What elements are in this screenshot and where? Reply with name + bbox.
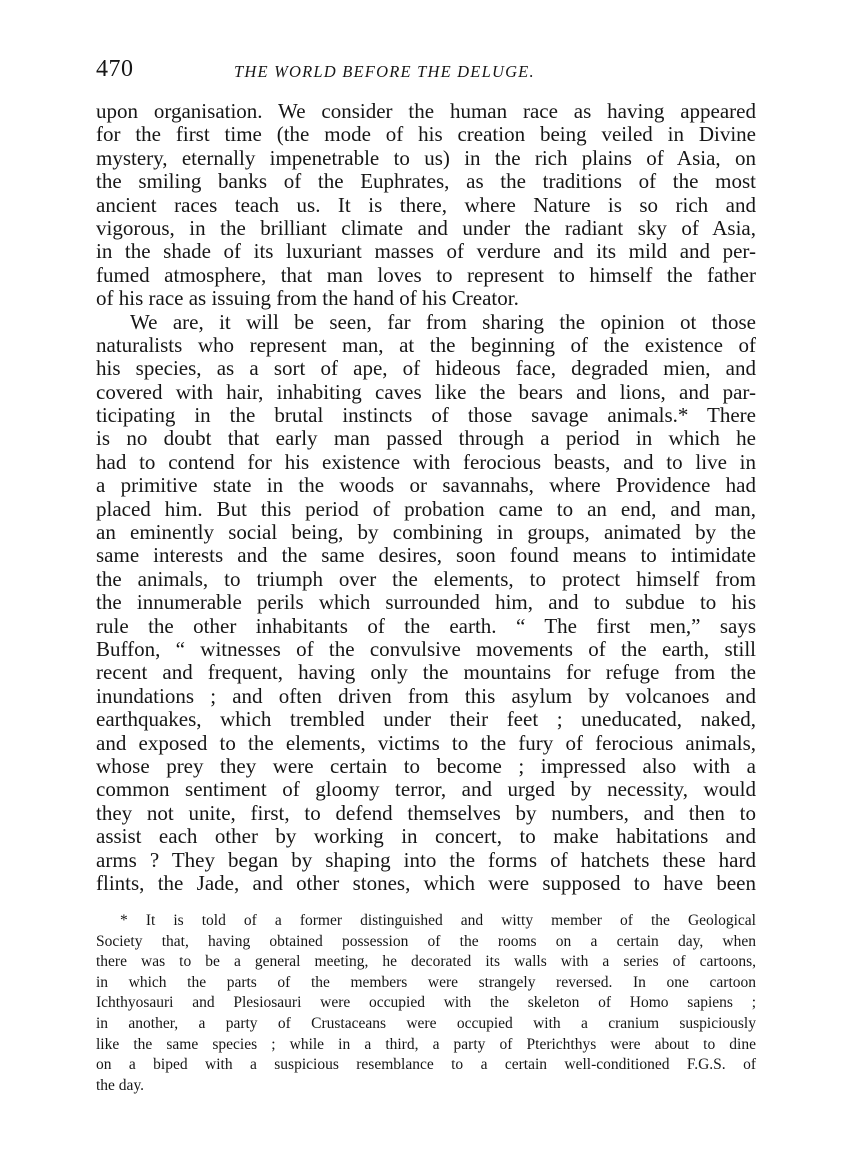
body-line: had to contend for his existence with ferocious beasts, and to live in (96, 449, 756, 474)
body-line: mystery, eternally impenetrable to us) in the rich plains of Asia, on (96, 145, 756, 170)
body-line: whose prey they were certain to become ; impressed also with a (96, 753, 756, 778)
body-line: rule the other inhabitants of the earth. “ The first men,” says (96, 613, 756, 638)
body-line: fumed atmosphere, that man loves to represent to himself the father (96, 262, 756, 287)
body-line: ticipating in the brutal instincts of those savage animals.* There (96, 403, 756, 428)
footnote-line: Society that, having obtained possession of the rooms on a certain day, when (96, 932, 756, 950)
running-title: THE WORLD BEFORE THE DELUGE. (234, 62, 535, 81)
footnote-line: * It is told of a former distinguished and witty member of the Geological (120, 912, 756, 929)
body-line: is no doubt that early man passed through a period in which he (96, 426, 756, 451)
footnote-line: Ichthyosauri and Plesiosauri were occupied with the skeleton of Homo sapiens ; (96, 994, 756, 1012)
body-line: the animals, to triumph over the elements, to protect himself from (96, 566, 756, 591)
page-number: 470 (96, 56, 134, 82)
page-header (96, 56, 756, 88)
body-line: assist each other by working in concert, to make habitations and (96, 824, 756, 849)
footnote-line: in another, a party of Crustaceans were occupied with a cranium suspiciously (96, 1014, 756, 1032)
body-line: arms ? They began by shaping into the forms of hatchets these hard (96, 847, 756, 872)
body-line: flints, the Jade, and other stones, which were supposed to have been (96, 870, 756, 895)
footnote-line: on a biped with a suspicious resemblance to a certain well-conditioned F.G.S. of (96, 1056, 756, 1074)
body-line: they not unite, first, to defend themselves by numbers, and then to (96, 800, 756, 825)
body-line: We are, it will be seen, far from sharing the opinion ot those (130, 309, 756, 334)
footnote-line: in which the parts of the members were strangely reversed. In one cartoon (96, 973, 756, 991)
body-text (96, 100, 756, 895)
footnote-line: there was to be a general meeting, he decorated its walls with a series of cartoons, (96, 953, 756, 971)
body-line: vigorous, in the brilliant climate and under the radiant sky of Asia, (96, 215, 756, 240)
body-line: the smiling banks of the Euphrates, as the traditions of the most (96, 169, 756, 194)
body-line: common sentiment of gloomy terror, and urged by necessity, would (96, 777, 756, 802)
footnote (96, 911, 756, 1096)
body-line: in the shade of its luxuriant masses of verdure and its mild and per- (96, 239, 756, 264)
body-line: naturalists who represent man, at the beginning of the existence of (96, 332, 756, 357)
footnote-line: the day. (96, 1076, 145, 1094)
body-line: the innumerable perils which surrounded him, and to subdue to his (96, 590, 756, 615)
body-line: of his race as issuing from the hand of his Creator. (96, 286, 519, 311)
body-line: upon organisation. We consider the human race as having appeared (96, 99, 756, 123)
body-line: a primitive state in the woods or savannahs, where Providence had (96, 473, 756, 498)
footnote-line: like the same species ; while in a third, a party of Pterichthys were about to dine (96, 1035, 756, 1053)
body-line: placed him. But this period of probation came to an end, and man, (96, 496, 756, 521)
body-line: for the first time (the mode of his creation being veiled in Divine (96, 122, 756, 147)
body-line: Buffon, “ witnesses of the convulsive movements of the earth, still (96, 636, 756, 661)
body-line: recent and frequent, having only the mountains for refuge from the (96, 660, 756, 685)
body-line: his species, as a sort of ape, of hideous face, degraded mien, and (96, 356, 756, 381)
body-line: covered with hair, inhabiting caves like the bears and lions, and par- (96, 379, 756, 404)
body-line: earthquakes, which trembled under their feet ; uneducated, naked, (96, 707, 756, 732)
body-line: an eminently social being, by combining in groups, animated by the (96, 520, 756, 545)
body-line: and exposed to the elements, victims to the fury of ferocious animals, (96, 730, 756, 755)
body-line: ancient races teach us. It is there, where Nature is so rich and (96, 192, 756, 217)
body-line: inundations ; and often driven from this asylum by volcanoes and (96, 683, 756, 708)
body-line: same interests and the same desires, soon found means to intimidate (96, 543, 756, 568)
